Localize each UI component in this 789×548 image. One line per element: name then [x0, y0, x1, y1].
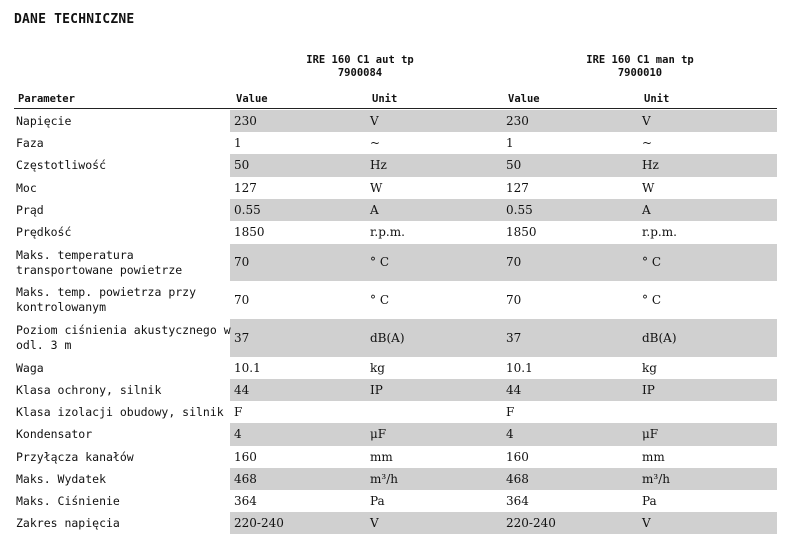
unit-cell-1: kg [370, 360, 385, 375]
value-cell-2: F [506, 404, 515, 419]
unit-cell-1: IP [370, 382, 383, 397]
product-header-2 [540, 54, 740, 80]
table-row [14, 244, 777, 281]
row-shade [230, 244, 777, 281]
row-shade [230, 221, 777, 244]
unit-cell-1: Pa [370, 493, 385, 508]
table-row [14, 490, 777, 512]
unit-cell-2: V [642, 515, 651, 530]
param-cell: Waga [16, 360, 44, 375]
unit-cell-1: m³/h [370, 471, 398, 486]
row-shade [230, 468, 777, 490]
product-name: IRE 160 C1 aut tp [306, 54, 414, 66]
row-shade [230, 512, 777, 534]
param-cell: Zakres napięcia [16, 515, 120, 530]
page-title: DANE TECHNICZNE [14, 12, 135, 27]
value-cell-1: 4 [234, 427, 242, 441]
table-row [14, 423, 777, 446]
unit-cell-2: Pa [642, 493, 657, 508]
value-cell-1: 10.1 [234, 360, 261, 375]
unit-cell-1: ° C [370, 255, 389, 269]
value-cell-1: 50 [234, 158, 250, 172]
unit-cell-2: A [642, 202, 651, 217]
unit-cell-2: μF [642, 427, 659, 441]
value-cell-2: 70 [506, 255, 522, 269]
spec-table [14, 110, 777, 534]
row-shade [230, 423, 777, 446]
table-header [14, 91, 777, 109]
value-cell-2: 1850 [506, 225, 537, 239]
param-cell: Maks. Ciśnienie [16, 493, 120, 508]
value-cell-1: 160 [234, 449, 257, 464]
unit-cell-2: IP [642, 382, 655, 397]
table-row [14, 221, 777, 244]
table-row [14, 319, 777, 357]
value-cell-1: 37 [234, 330, 250, 345]
unit-cell-2: r.p.m. [642, 225, 677, 239]
product-code: 7900010 [617, 67, 663, 79]
unit-cell-1: r.p.m. [370, 225, 405, 239]
unit-cell-2: kg [642, 360, 657, 375]
param-cell: Przyłącza kanałów [16, 449, 134, 464]
value-cell-1: 70 [234, 255, 250, 269]
value-cell-2: 364 [506, 493, 529, 508]
unit-cell-2: ° C [642, 255, 661, 269]
param-cell: Maks. temp. powietrza przy kontrolowanym [16, 285, 197, 314]
row-shade [230, 281, 777, 319]
unit-cell-2: Hz [642, 158, 659, 172]
unit-cell-1: V [370, 515, 379, 530]
row-shade [230, 110, 777, 132]
header-parameter: Parameter [18, 93, 75, 105]
param-cell: Maks. Wydatek [16, 471, 107, 486]
value-cell-1: 230 [234, 113, 257, 128]
table-row [14, 379, 777, 401]
unit-cell-2: m³/h [642, 471, 670, 486]
unit-cell-2: ° C [642, 292, 661, 307]
table-row [14, 281, 777, 319]
table-row [14, 468, 777, 490]
table-row [14, 512, 777, 534]
unit-cell-1: ° C [370, 292, 389, 307]
param-cell: Moc [16, 180, 37, 195]
row-shade [230, 154, 777, 177]
value-cell-2: 230 [506, 113, 529, 128]
row-shade [230, 379, 777, 401]
unit-cell-2: V [642, 113, 651, 128]
row-shade [230, 132, 777, 154]
product-header-1 [260, 54, 460, 80]
unit-cell-2: ~ [642, 135, 653, 150]
row-shade [230, 401, 777, 423]
value-cell-1: 70 [234, 292, 250, 307]
row-shade [230, 177, 777, 199]
param-cell: Faza [16, 135, 44, 150]
header-value-1: Value [236, 93, 268, 105]
value-cell-2: 127 [506, 180, 529, 195]
value-cell-1: 127 [234, 180, 257, 195]
value-cell-2: 4 [506, 427, 514, 441]
value-cell-1: 364 [234, 493, 257, 508]
table-row [14, 199, 777, 221]
unit-cell-1: mm [370, 449, 393, 464]
param-cell: Poziom ciśnienia akustycznego w odl. 3 m [16, 323, 231, 352]
value-cell-2: 220-240 [506, 515, 556, 530]
unit-cell-1: V [370, 113, 379, 128]
param-cell: Prąd [16, 202, 44, 217]
value-cell-1: 468 [234, 471, 257, 486]
unit-cell-2: W [642, 180, 655, 195]
table-row [14, 110, 777, 132]
value-cell-2: 1 [506, 135, 514, 150]
value-cell-2: 44 [506, 382, 522, 397]
unit-cell-1: μF [370, 427, 387, 441]
row-shade [230, 319, 777, 357]
param-cell: Częstotliwość [16, 158, 107, 172]
unit-cell-2: mm [642, 449, 665, 464]
unit-cell-1: W [370, 180, 383, 195]
table-row [14, 154, 777, 177]
param-cell: Napięcie [16, 113, 72, 128]
param-cell: Prędkość [16, 225, 72, 239]
param-cell: Kondensator [16, 427, 93, 441]
value-cell-2: 0.55 [506, 202, 533, 217]
unit-cell-1: dB(A) [370, 330, 405, 345]
table-row [14, 177, 777, 199]
header-value-2: Value [508, 93, 540, 105]
value-cell-1: F [234, 404, 243, 419]
value-cell-2: 37 [506, 330, 522, 345]
value-cell-1: 220-240 [234, 515, 284, 530]
unit-cell-1: ~ [370, 135, 381, 150]
value-cell-2: 468 [506, 471, 529, 486]
unit-cell-2: dB(A) [642, 330, 677, 345]
header-unit-2: Unit [644, 93, 670, 105]
value-cell-2: 160 [506, 449, 529, 464]
value-cell-1: 1 [234, 135, 242, 150]
row-shade [230, 199, 777, 221]
unit-cell-1: Hz [370, 158, 387, 172]
value-cell-2: 10.1 [506, 360, 533, 375]
value-cell-2: 50 [506, 158, 522, 172]
product-name: IRE 160 C1 man tp [586, 54, 694, 66]
row-shade [230, 490, 777, 512]
param-cell: Maks. temperatura transportowane powietrze [16, 247, 183, 277]
header-unit-1: Unit [372, 93, 398, 105]
param-cell: Klasa ochrony, silnik [16, 382, 162, 397]
product-code: 7900084 [337, 67, 383, 79]
row-shade [230, 446, 777, 468]
value-cell-1: 44 [234, 382, 250, 397]
value-cell-1: 1850 [234, 225, 265, 239]
table-row [14, 446, 777, 468]
table-row [14, 357, 777, 379]
value-cell-1: 0.55 [234, 202, 261, 217]
param-cell: Klasa izolacji obudowy, silnik [16, 404, 224, 419]
table-row [14, 132, 777, 154]
table-row [14, 401, 777, 423]
unit-cell-1: A [370, 202, 379, 217]
row-shade [230, 357, 777, 379]
value-cell-2: 70 [506, 292, 522, 307]
